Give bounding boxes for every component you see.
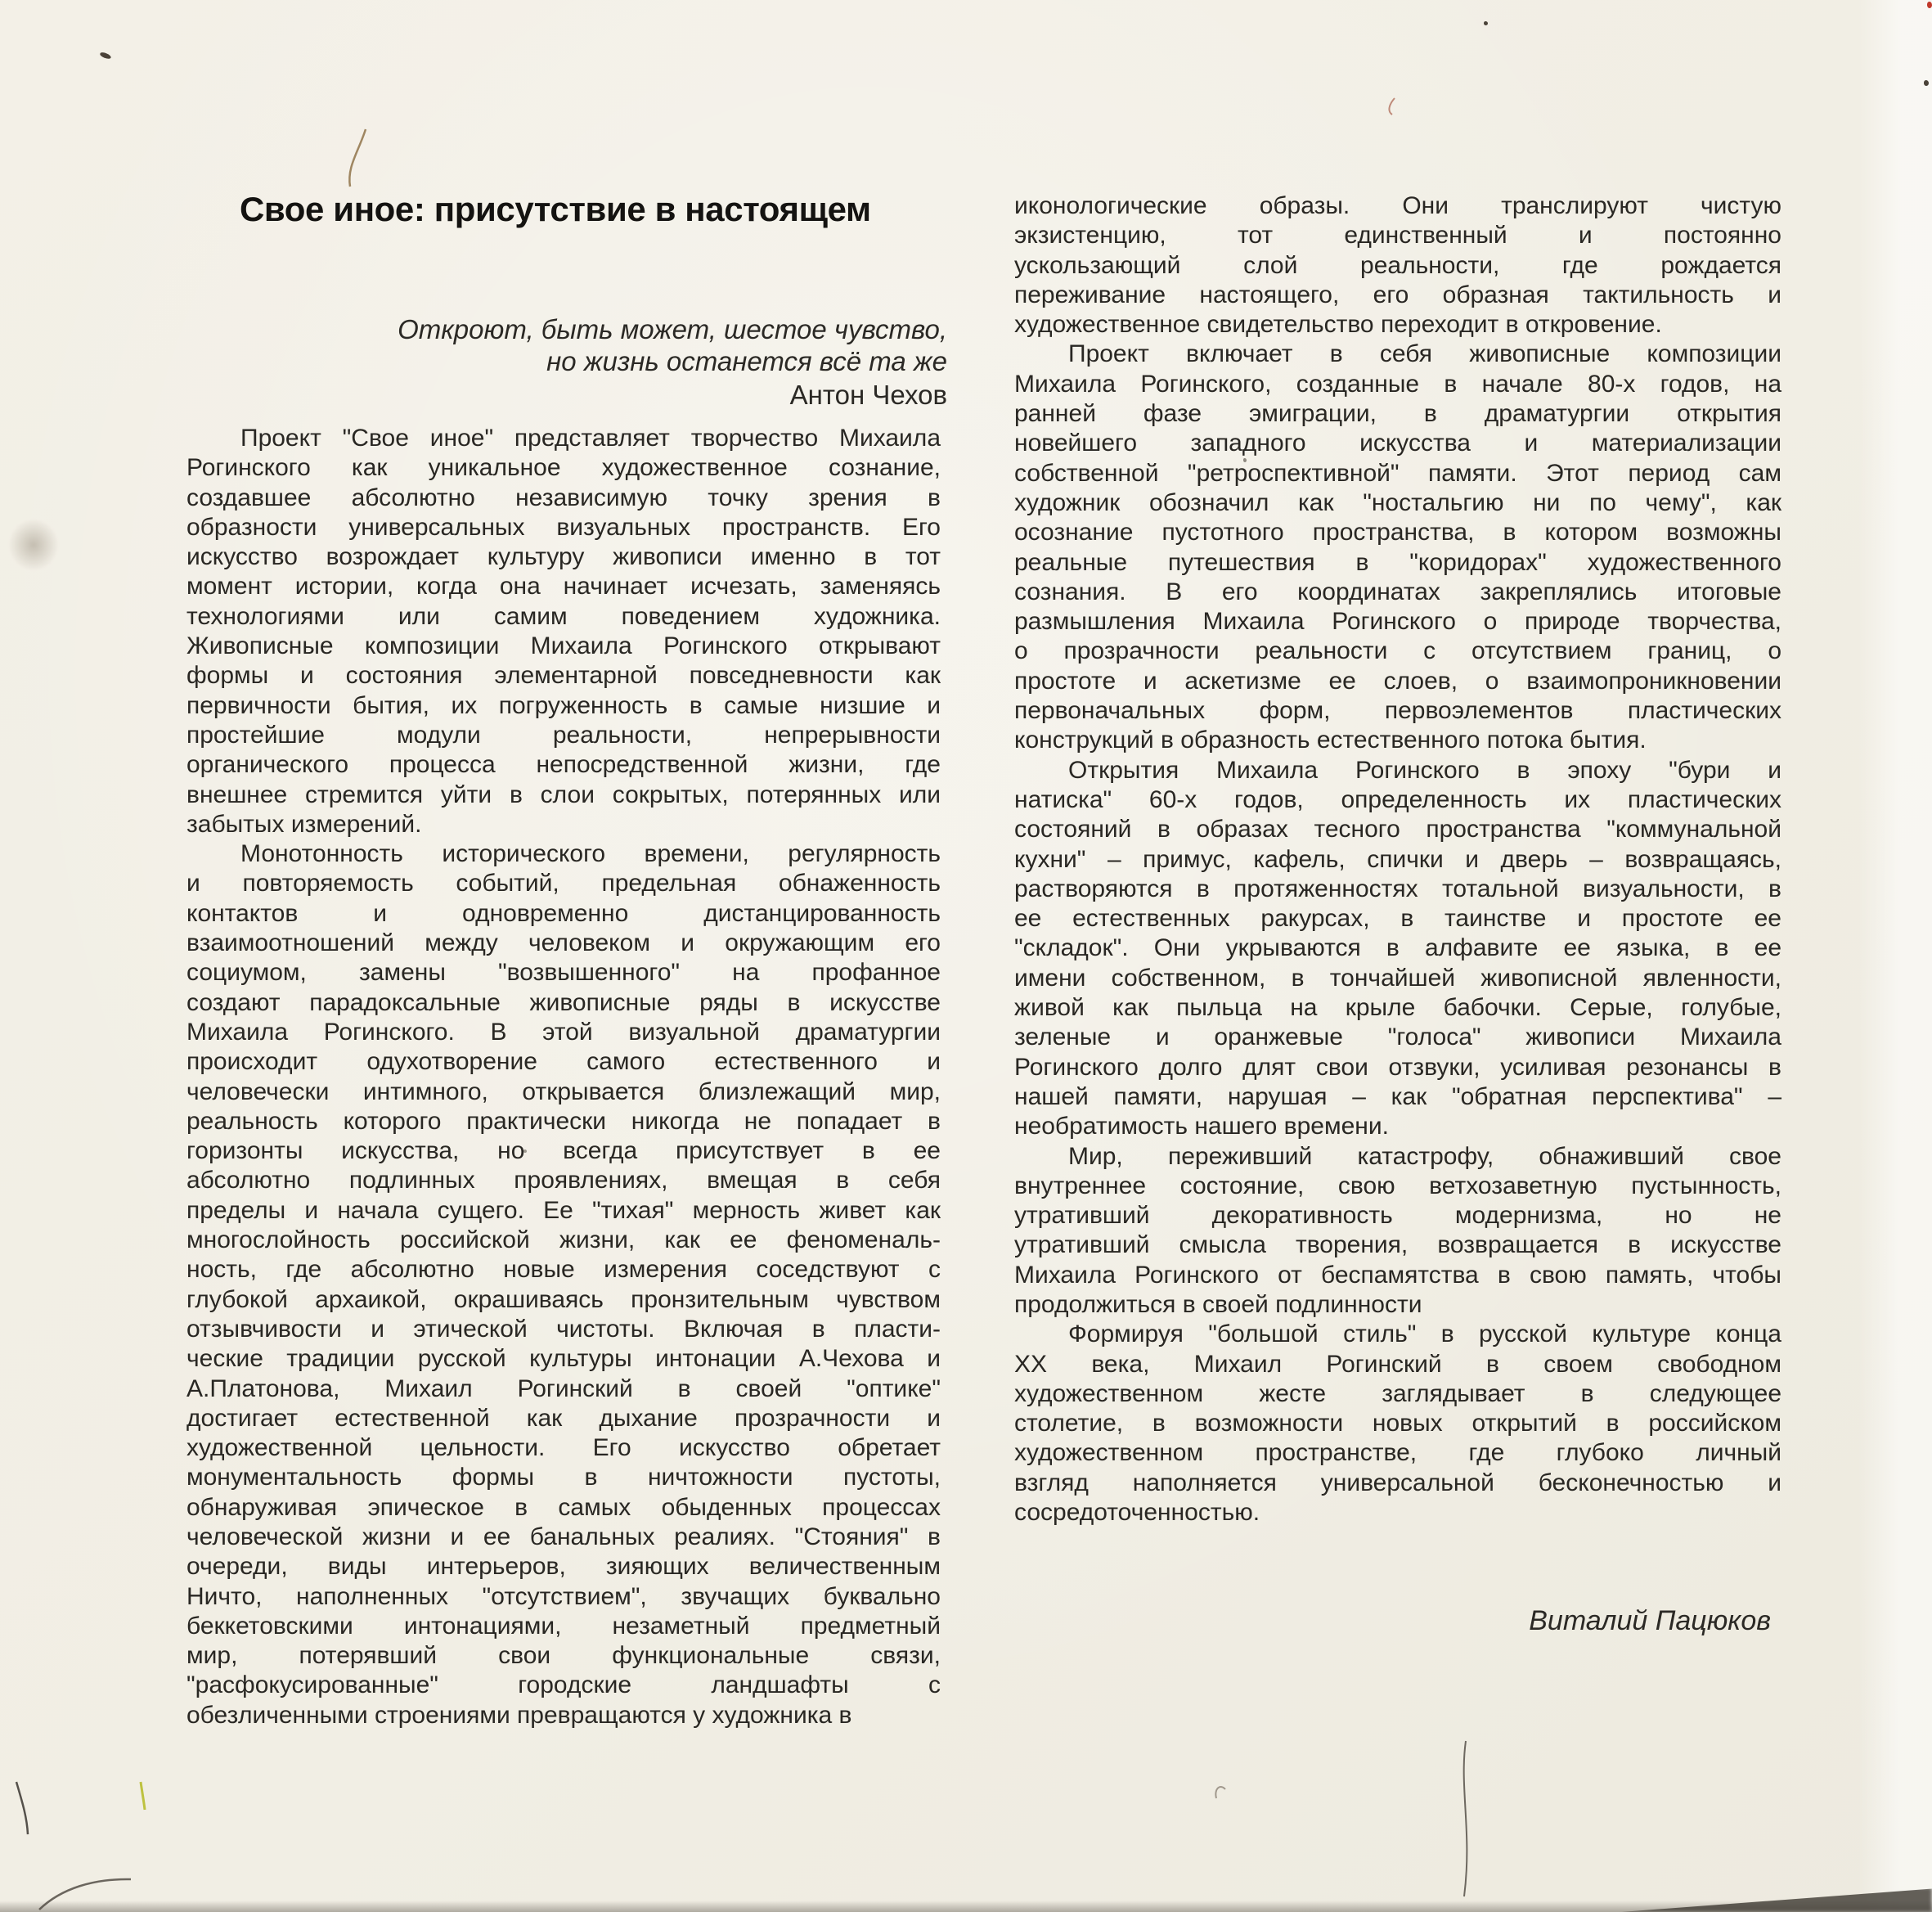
paper-speck — [1927, 2, 1932, 8]
text-line: Ничто, наполненных "отсутствием", звучащих буквально — [186, 1582, 941, 1610]
text-line: "расфокусированные" городские ландшафты с — [186, 1671, 941, 1699]
text-line: столетие, в возможности новых открытий в российском — [1014, 1410, 1781, 1437]
epigraph-line: Откроют, быть может, шестое чувство, — [398, 314, 947, 344]
text-line: человечески интимного, открывается близлежащий мир, — [186, 1077, 941, 1105]
paragraph — [1014, 191, 1781, 340]
text-line: экзистенцию, тот единственный и постоянно — [1014, 222, 1781, 250]
paragraph — [1014, 1142, 1781, 1320]
text-line: горизонты искусства, но всегда присутствует в ее — [186, 1137, 941, 1165]
scan-edge-shadow — [0, 1901, 1932, 1912]
text-line: первоначальных форм, первоэлементов пластических — [1014, 697, 1781, 725]
text-line: имени собственном, в тончайшей живописной явленности, — [1014, 964, 1781, 992]
text-line: простоте и аскетизме ее слоев, о взаимопроникновении — [1014, 667, 1781, 695]
text-line: отзывчивости и этической чистоты. Включая в пласти- — [186, 1315, 941, 1343]
text-line: живой как пыльца на крыле бабочки. Серые, голубые, — [1014, 994, 1781, 1022]
text-line: формы и состояния элементарной повседневности как — [186, 662, 941, 690]
text-line: о прозрачности реальности с отсутствием границ, о — [1014, 637, 1781, 665]
text-line: утративший смысла творения, возвращается в искусстве — [1014, 1231, 1781, 1259]
text-line: забытых измерений. — [186, 810, 422, 838]
text-line: социумом, замены "возвышенного" на профанное — [186, 959, 941, 987]
text-line: взгляд наполняется универсальной бесконечностью и — [1014, 1469, 1781, 1496]
text-line: Проект "Свое иное" представляет творчество Михаила — [240, 425, 941, 452]
text-line: глубокой архаикой, окрашиваясь пронзительным чувством — [186, 1285, 941, 1313]
text-line: сосредоточенностью. — [1014, 1499, 1260, 1527]
text-line: художник обозначил как "ностальгию ни по чему", как — [1014, 488, 1781, 516]
epigraph-attribution: Антон Чехов — [789, 380, 947, 410]
paper-speck — [1924, 80, 1929, 86]
text-line: искусство возрождает культуру живописи именно в тот — [186, 543, 941, 571]
text-line: А.Платонова, Михаил Рогинский в своей "оптике" — [186, 1374, 941, 1402]
text-line: Михаила Рогинского, созданные в начале 80-х годов, на — [1014, 370, 1781, 398]
text-line: Монотонность исторического времени, регулярность — [240, 840, 941, 868]
text-line: художественной цельности. Его искусство обретает — [186, 1434, 941, 1462]
text-line: новейшего западного искусства и материализации — [1014, 430, 1781, 457]
text-line: внешнее стремится уйти в слои сокрытых, потерянных или — [186, 781, 941, 808]
text-line: создавшее абсолютно независимую точку зрения в — [186, 484, 941, 511]
paragraph — [186, 839, 941, 1730]
text-line: ускользающий слой реальности, где рождается — [1014, 251, 1781, 279]
text-line: беккетовскими интонациями, незаметный предметный — [186, 1612, 941, 1640]
text-line: многослойность российской жизни, как ее феноменаль- — [186, 1226, 941, 1254]
text-line: Формируя "большой стиль" в русской культуре конца — [1068, 1320, 1781, 1348]
text-line: происходит одухотворение самого естественного и — [186, 1048, 941, 1076]
text-line: ность, где абсолютно новые измерения соседствуют с — [186, 1256, 941, 1284]
scan-edge-highlight — [1858, 0, 1932, 1912]
text-line: осознание пустотного пространства, в котором возможны — [1014, 519, 1781, 547]
text-line: достигает естественной как дыхание прозрачности и — [186, 1404, 941, 1432]
text-line: технологиями или самим поведением художника. — [186, 602, 941, 630]
text-line: растворяются в протяженностях тотальной визуальности, в — [1014, 875, 1781, 902]
text-line: первичности бытия, их погруженность в самые низшие и — [186, 691, 941, 719]
text-line: ХХ века, Михаил Рогинский в своем свободном — [1014, 1350, 1781, 1378]
text-line: переживание настоящего, его образная тактильность и — [1014, 281, 1781, 308]
text-line: продолжиться в своей подлинности — [1014, 1290, 1422, 1318]
epigraph — [186, 313, 947, 411]
text-line: Михаила Рогинского от беспамятства в свою память, чтобы — [1014, 1261, 1781, 1289]
text-line: момент истории, когда она начинает исчезать, заменяясь — [186, 573, 941, 601]
text-line: абсолютно подлинных проявлениях, вмещая в себя — [186, 1167, 941, 1194]
paragraph — [1014, 340, 1781, 755]
text-column-left — [186, 424, 941, 1730]
text-line: ее естественных ракурсах, в таинстве и простоте ее — [1014, 905, 1781, 933]
text-line: кухни" – примус, кафель, спички и дверь – возвращаясь, — [1014, 845, 1781, 873]
text-line: Рогинского как уникальное художественное сознание, — [186, 454, 941, 482]
text-line: сознания. В его координатах закреплялись итоговые — [1014, 578, 1781, 605]
paper-speck — [1484, 21, 1488, 25]
text-line: мир, потерявший свои функциональные связи, — [186, 1642, 941, 1670]
text-line: контактов и одновременно дистанцированность — [186, 899, 941, 927]
text-line: образности универсальных визуальных пространств. Его — [186, 513, 941, 541]
text-line: размышления Михаила Рогинского о природе творчества, — [1014, 608, 1781, 636]
text-line: художественном жесте заглядывает в следующее — [1014, 1379, 1781, 1407]
epigraph-line: но жизнь останется всё та же — [546, 346, 947, 376]
paper-speck — [99, 52, 111, 60]
text-line: создают парадоксальные живописные ряды в искусстве — [186, 988, 941, 1016]
paper-smudge — [8, 519, 59, 571]
paragraph — [1014, 756, 1781, 1142]
text-line: обезличенными строениями превращаются у художника в — [186, 1701, 852, 1729]
text-line: реальность которого практически никогда не попадает в — [186, 1107, 941, 1135]
text-line: обнаруживая эпическое в самых обыденных процессах — [186, 1493, 941, 1521]
text-line: нашей памяти, нарушая – как "обратная перспектива" – — [1014, 1082, 1781, 1110]
text-line: собственной "ретроспективной" памяти. Этот период сам — [1014, 459, 1781, 487]
text-line: Открытия Михаила Рогинского в эпоху "бури и — [1068, 756, 1781, 784]
text-line: зеленые и оранжевые "голоса" живописи Михаила — [1014, 1023, 1781, 1051]
text-line: Живописные композиции Михаила Рогинского открывают — [186, 632, 941, 660]
text-line: Мир, переживший катастрофу, обнаживший свое — [1068, 1142, 1781, 1170]
text-line: взаимоотношений между человеком и окружающим его — [186, 929, 941, 957]
text-column-right — [1014, 191, 1781, 1527]
page-title: Свое иное: присутствие в настоящем — [240, 190, 871, 228]
paragraph — [1014, 1320, 1781, 1527]
text-line: ранней фазе эмиграции, в драматургии открытия — [1014, 400, 1781, 428]
text-line: органического процесса непосредственной жизни, где — [186, 751, 941, 779]
text-line: художественном пространстве, где глубоко личный — [1014, 1439, 1781, 1467]
text-line: Проект включает в себя живописные композиции — [1068, 340, 1781, 368]
text-line: пределы и начала сущего. Ее "тихая" мерность живет как — [186, 1196, 941, 1224]
text-line: Рогинского долго длят свои отзвуки, усиливая резонансы в — [1014, 1053, 1781, 1081]
text-line: монументальность формы в ничтожности пустоты, — [186, 1464, 941, 1491]
text-line: и повторяемость событий, предельная обнаженность — [186, 870, 941, 898]
paragraph — [186, 424, 941, 839]
text-line: художественное свидетельство переходит в откровение. — [1014, 311, 1662, 339]
text-line: Михаила Рогинского. В этой визуальной драматургии — [186, 1018, 941, 1046]
text-line: конструкций в образность естественного потока бытия. — [1014, 727, 1647, 754]
text-line: необратимость нашего времени. — [1014, 1113, 1389, 1140]
text-line: иконологические образы. Они транслируют чистую — [1014, 192, 1781, 219]
text-line: реальные путешествия в "коридорах" художественного — [1014, 548, 1781, 576]
text-line: простейшие модули реальности, непрерывности — [186, 721, 941, 749]
text-line: ческие традиции русской культуры интонации А.Чехова и — [186, 1345, 941, 1373]
author-signature: Виталий Пацюков — [1529, 1605, 1771, 1636]
text-line: внутреннее состояние, свою ветхозаветную пустынность, — [1014, 1172, 1781, 1199]
text-line: утративший декоративность модернизма, но не — [1014, 1202, 1781, 1230]
text-line: "складок". Они укрываются в алфавите ее языка, в ее — [1014, 934, 1781, 962]
text-line: человеческой жизни и ее банальных реалиях. "Стояния" в — [186, 1523, 941, 1550]
text-line: очереди, виды интерьеров, зияющих величественным — [186, 1553, 941, 1581]
text-line: натиска" 60-х годов, определенность их пластических — [1014, 785, 1781, 813]
text-line: состояний в образах тесного пространства "коммунальной — [1014, 816, 1781, 844]
